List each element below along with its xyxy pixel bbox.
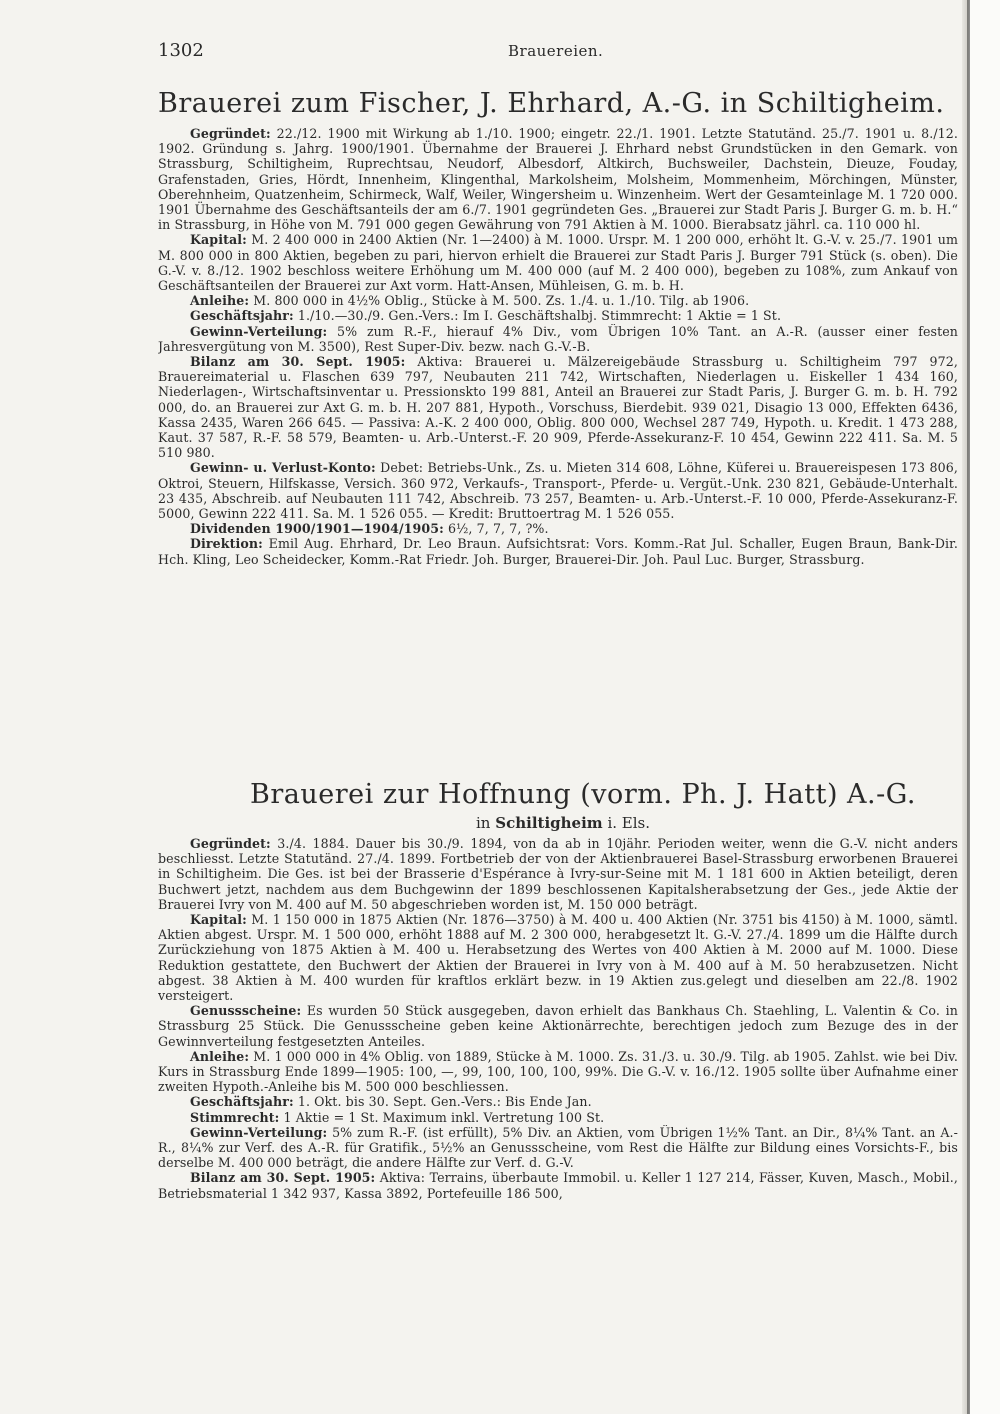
paragraph-text: 22./12. 1900 mit Wirkung ab 1./10. 1900; eingetr. 22./1. 1901. Letzte Statutänd. 25./7. 1901 u. 8./12. 1902. Gründung s. Jahrg. 1900/1901. Übernahme der Brauerei J. Ehrhard nebst Grundstücken in den Gemark. von Strassburg, Schiltigheim, Ruprechtsau, Neudorf, Albesdorf, Altkirch, Buchsweiler, Dachstein, Dieuze, Fouday, Grafenstaden, Gries, Hördt, Innenheim, Klingenthal, Markolsheim, Molsheim, Mommenheim, Mörchingen, Münster, Oberehnheim, Quatzenheim, Schirmeck, Walf, Weiler, Wingersheim u. Winzenheim. Wert der Gesamteinlage M. 1 720 000. 1901 Übernahme des Geschäftsanteils der am 6./7. 1901 gegründeten Ges. „Brauerei zur Stadt Paris J. Burger G. m. b. H.“ in Strassburg, in Höhe von M. 791 000 gegen Gewährung von 791 Aktien à M. 1000. Bierabsatz jährl. ca. 110 000 hl. (158, 126, 958, 233)
paragraph-label: Kapital: (190, 912, 247, 928)
entry-title: Brauerei zum Fischer, J. Ehrhard, A.-G. in Schiltigheim. (158, 88, 945, 119)
page-number: 1302 (158, 40, 204, 61)
entry-paragraph (158, 293, 958, 308)
paragraph-text: 1. Okt. bis 30. Sept. Gen.-Vers.: Bis Ende Jan. (293, 1094, 592, 1110)
location-prefix: in (476, 814, 491, 832)
paragraph-text: 1./10.—30./9. Gen.-Vers.: Im I. Geschäftshalbj. Stimmrecht: 1 Aktie = 1 St. (293, 308, 782, 324)
paragraph-text: 3./4. 1884. Dauer bis 30./9. 1894, von da ab in 10jähr. Perioden weiter, wenn die G.-V. nicht anders beschliesst. Letzte Statutänd. 27./4. 1899. Fortbetrieb der von der Aktienbrauerei Basel-Strassburg erworbenen Brauerei in Schiltigheim. Die Ges. ist bei der Brasserie d'Espérance à Ivry-sur-Seine mit M. 1 181 600 in Aktien beteiligt, deren Buchwert jetzt, nachdem aus dem Buchgewinn der 1899 beschlossenen Kapitalsherabsetzung der Ges., jede Aktie der Brauerei Ivry von M. 400 auf M. 50 abgeschrieben worden ist, M. 150 000 beträgt. (158, 836, 958, 912)
paragraph-text: M. 1 150 000 in 1875 Aktien (Nr. 1876—3750) à M. 400 u. 400 Aktien (Nr. 3751 bis 4150) à M. 1000, sämtl. Aktien abgest. Urspr. M. 1 500 000, erhöht 1888 auf M. 2 300 000, herabgesetzt lt. G.-V. 27./4. 1899 um die Hälfte durch Zurückziehung von 1875 Aktien à M. 400 u. Herabsetzung des Wertes von 400 Aktien à M. 2000 auf M. 1000. Diese Reduktion gestattete, den Buchwert der Aktien der Brauerei in Ivry von à M. 400 auf à M. 50 herabzusetzen. Nicht abgest. 38 Aktien à M. 400 wurden für kraftlos erklärt bezw. in 19 Aktien zus.gelegt und dieselben am 22./8. 1902 versteigert. (158, 912, 958, 1004)
paragraph-label: Gewinn-Verteilung: (190, 1124, 328, 1140)
entry-body (158, 126, 958, 567)
entry-paragraph (158, 1049, 958, 1095)
entry-paragraph (158, 232, 958, 293)
paragraph-label: Geschäftsjahr: (190, 1094, 294, 1110)
entry-paragraph (158, 912, 958, 1003)
paragraph-text: 6½, 7, 7, 7, ?%. (443, 521, 549, 537)
paragraph-text: Aktiva: Brauerei u. Mälzereigebäude Strassburg u. Schiltigheim 797 972, Brauereimaterial u. Flaschen 639 797, Neubauten 211 742, Wirtschaften, Niederlagen u. Eiskeller 1 434 160, Niederlagen-, Wirtschaftsinventar u. Pressionskto 199 881, Anteil an Brauerei zur Stadt Paris, J. Burger G. m. b. H. 792 000, do. an Brauerei zur Axt G. m. b. H. 207 881, Hypoth., Vorschuss, Bierdebit. 939 021, Disagio 13 000, Effekten 6436, Kassa 2435, Waren 266 645. — Passiva: A.-K. 2 400 000, Oblig. 800 000, Wechsel 287 749, Hypoth. u. Kredit. 1 473 288, Kaut. 37 587, R.-F. 58 579, Beamten- u. Arb.-Unterst.-F. 20 909, Pferde-Assekuranz-F. 10 454, Gewinn 222 411. Sa. M. 5 510 980. (158, 354, 958, 461)
running-head: Brauereien. (508, 42, 604, 60)
entry-paragraph (158, 836, 958, 912)
paragraph-label: Stimmrecht: (190, 1109, 280, 1125)
page-header (158, 40, 938, 64)
paragraph-label: Bilanz am 30. Sept. 1905: (190, 1170, 376, 1186)
paragraph-label: Bilanz am 30. Sept. 1905: (190, 354, 406, 370)
entry-paragraph (158, 308, 958, 323)
paragraph-text: M. 1 000 000 in 4% Oblig. von 1889, Stücke à M. 1000. Zs. 31./3. u. 30./9. Tilg. ab 1905. Zahlst. wie bei Div. Kurs in Strassburg Ende 1899—1905: 100, —, 99, 100, 100, 100, 99%. Die G.-V. v. 16./12. 1905 sollte über Aufnahme einer zweiten Hypoth.-Anleihe bis M. 500 000 beschliessen. (158, 1048, 958, 1095)
paragraph-label: Genussscheine: (190, 1003, 302, 1019)
paragraph-label: Geschäftsjahr: (190, 308, 294, 324)
paragraph-label: Dividenden 1900/1901—1904/1905: (190, 521, 444, 537)
entry-paragraph (158, 460, 958, 521)
paragraph-text: Emil Aug. Ehrhard, Dr. Leo Braun. Aufsichtsrat: Vors. Komm.-Rat Jul. Schaller, Eugen Braun, Bank-Dir. Hch. Kling, Leo Scheidecker, Komm.-Rat Friedr. Joh. Burger, Brauerei-Dir. Joh. Paul Luc. Burger, Strassburg. (158, 536, 958, 567)
paragraph-text: 5% zum R.-F. (ist erfüllt), 5% Div. an Aktien, vom Übrigen 1½% Tant. an Dir., 8¼% Tant. an A.-R., 8¼% zur Verf. des A.-R. für Gratifik., 5½% an Genussscheine, vom Rest die Hälfte zur Bildung eines Vorsichts-F., bis derselbe M. 400 000 beträgt, die andere Hälfte zur Verf. d. G.-V. (158, 1124, 958, 1171)
entry-paragraph (158, 521, 958, 536)
entry-location (158, 812, 958, 834)
page-binding-line (967, 0, 970, 1414)
company-entry-hoffnung-hatt (158, 778, 958, 1201)
paragraph-label: Anleihe: (190, 293, 250, 309)
paragraph-label: Gewinn- u. Verlust-Konto: (190, 460, 376, 476)
paragraph-label: Gegründet: (190, 126, 271, 141)
entry-paragraph (158, 536, 958, 566)
paragraph-text: Debet: Betriebs-Unk., Zs. u. Mieten 314 608, Löhne, Küferei u. Brauereispesen 173 806, Oktroi, Steuern, Hilfskasse, Versich. 360 972, Verkaufs-, Transport-, Pferde- u. Vergüt.-Unk. 230 821, Gebäude-Unterhalt. 23 435, Abschreib. auf Neubauten 111 742, Abschreib. 73 257, Beamten- u. Arb.-Unterst.-F. 10 000, Pferde-Assekuranz-F. 5000, Gewinn 222 411. Sa. M. 1 526 055. — Kredit: Bruttoertrag M. 1 526 055. (158, 460, 958, 522)
paragraph-label: Direktion: (190, 536, 263, 552)
entry-paragraph (158, 1003, 958, 1049)
entry-paragraph (158, 126, 958, 232)
entry-paragraph (158, 324, 958, 354)
location-suffix: i. Els. (607, 814, 650, 832)
paragraph-label: Gegründet: (190, 836, 271, 851)
paragraph-label: Gewinn-Verteilung: (190, 323, 328, 339)
entry-paragraph (158, 1170, 958, 1200)
entry-body (158, 836, 958, 1201)
paragraph-text: 1 Aktie = 1 St. Maximum inkl. Vertretung 100 St. (279, 1109, 605, 1125)
location-name: Schiltigheim (495, 814, 603, 832)
paragraph-text: 5% zum R.-F., hierauf 4% Div., vom Übrigen 10% Tant. an A.-R. (ausser einer festen Jahresvergütung von M. 3500), Rest Super-Div. bezw. nach G.-V.-B. (158, 323, 958, 354)
paragraph-label: Kapital: (190, 232, 247, 248)
entry-title: Brauerei zur Hoffnung (vorm. Ph. J. Hatt) A.-G. (250, 779, 916, 810)
entry-paragraph (158, 1110, 958, 1125)
entry-paragraph (158, 1094, 958, 1109)
paragraph-text: Aktiva: Terrains, überbaute Immobil. u. Keller 1 127 214, Fässer, Kuven, Masch., Mobil., Betriebsmaterial 1 342 937, Kassa 3892, Portefeuille 186 500, (158, 1170, 958, 1201)
paragraph-label: Anleihe: (190, 1048, 250, 1064)
entry-paragraph (158, 1125, 958, 1171)
paragraph-text: Es wurden 50 Stück ausgegeben, davon erhielt das Bankhaus Ch. Staehling, L. Valentin & Co. in Strassburg 25 Stück. Die Genussscheine geben keine Aktionärrechte, berechtigen jedoch zum Bezuge des in der Gewinnverteilung festgesetzten Anteiles. (158, 1003, 958, 1049)
paragraph-text: M. 800 000 in 4½% Oblig., Stücke à M. 500. Zs. 1./4. u. 1./10. Tilg. ab 1906. (249, 293, 750, 309)
paragraph-text: M. 2 400 000 in 2400 Aktien (Nr. 1—2400) à M. 1000. Urspr. M. 1 200 000, erhöht lt. G.-V. v. 25./7. 1901 um M. 800 000 in 800 Aktien, begeben zu pari, hiervon erhielt die Brauerei zur Stadt Paris J. Burger 791 Stück (s. oben). Die G.-V. v. 8./12. 1902 beschloss weitere Erhöhung um M. 400 000 (auf M. 2 400 000), begeben zu 108%, zum Ankauf von Geschäftsanteilen der Brauerei zur Axt vorm. Hatt-Ansen, Mühleisen, G. m. b. H. (158, 232, 958, 294)
company-entry-fischer-ehrhard (158, 86, 958, 567)
entry-paragraph (158, 354, 958, 460)
